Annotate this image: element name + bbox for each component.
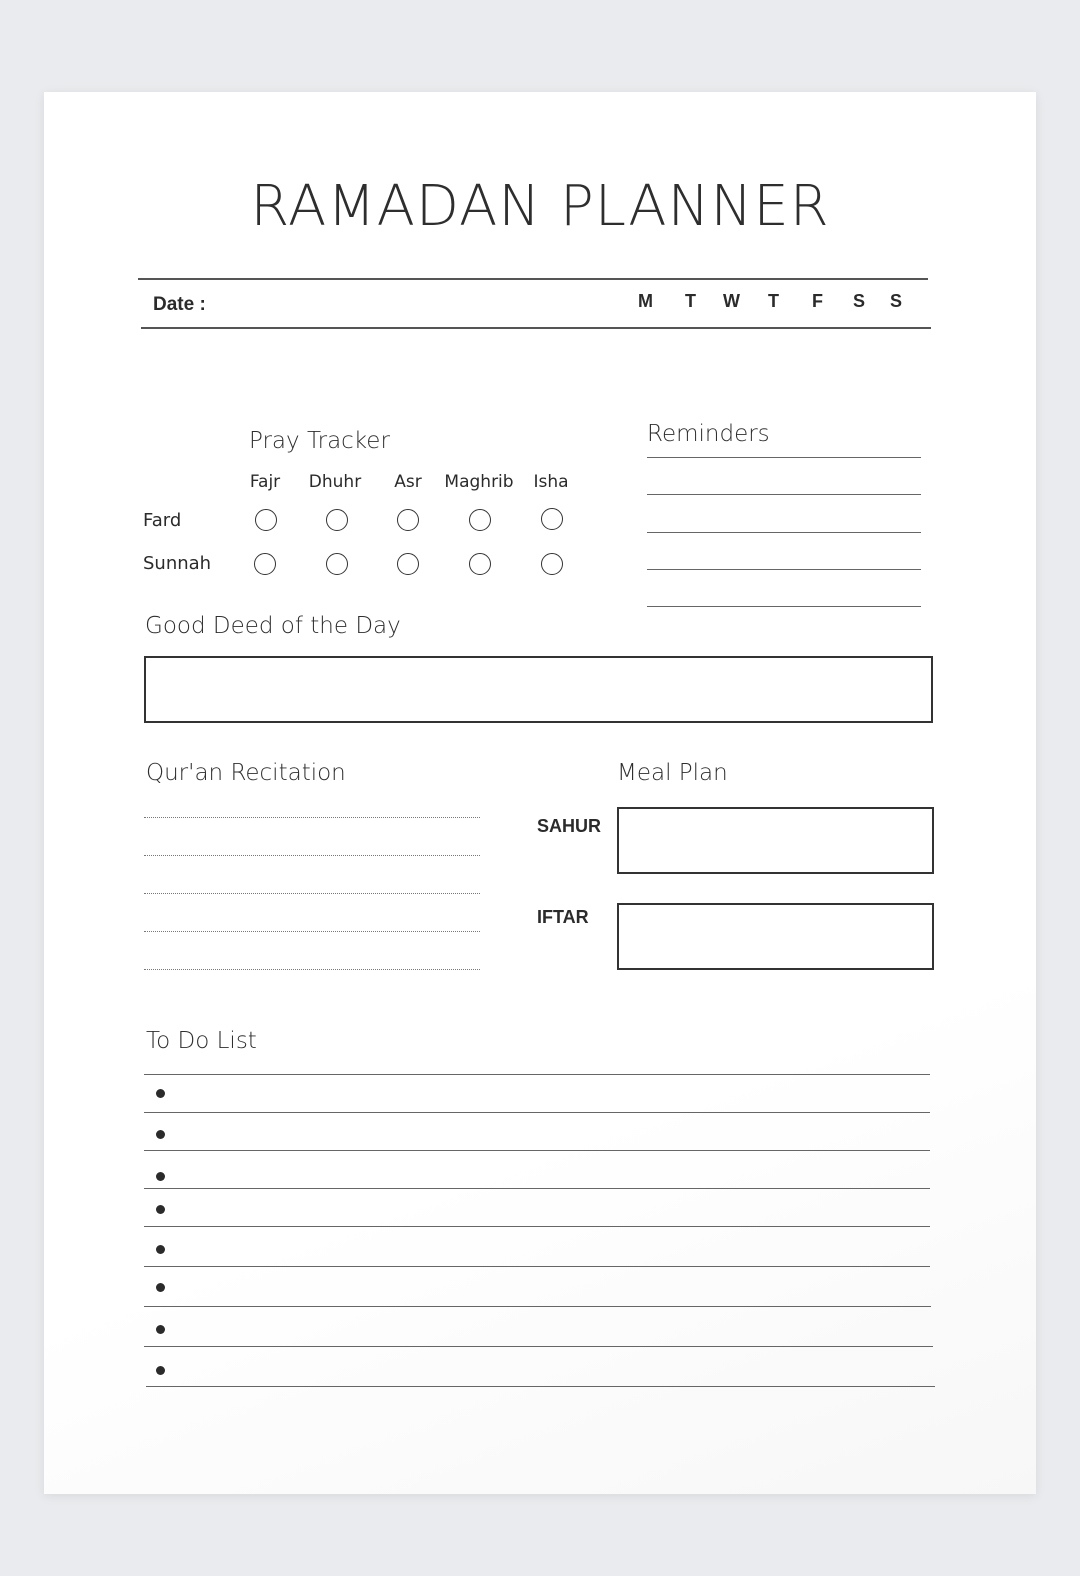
todo-line[interactable] bbox=[144, 1306, 931, 1307]
todo-line[interactable] bbox=[144, 1188, 930, 1189]
reminder-line[interactable] bbox=[647, 532, 921, 533]
fard-dhuhr-checkbox[interactable] bbox=[326, 509, 348, 531]
iftar-box[interactable] bbox=[617, 903, 934, 970]
date-bar-bottom-rule bbox=[141, 327, 931, 329]
sahur-label: SAHUR bbox=[537, 816, 602, 836]
date-label: Date : bbox=[153, 294, 206, 315]
todo-line[interactable] bbox=[144, 1346, 933, 1347]
prayer-maghrib-label: Maghrib bbox=[444, 472, 514, 492]
todo-line[interactable] bbox=[144, 1266, 930, 1267]
quran-line[interactable] bbox=[144, 893, 480, 894]
iftar-label: IFTAR bbox=[537, 907, 589, 927]
reminder-line[interactable] bbox=[647, 457, 921, 458]
fard-fajr-checkbox[interactable] bbox=[255, 509, 277, 531]
day-friday[interactable]: F bbox=[812, 291, 823, 311]
fard-isha-checkbox[interactable] bbox=[541, 508, 563, 530]
bullet-icon bbox=[156, 1245, 165, 1254]
bullet-icon bbox=[156, 1283, 165, 1292]
bullet-icon bbox=[156, 1366, 165, 1375]
day-wednesday[interactable]: W bbox=[723, 291, 740, 311]
prayer-fajr-label: Fajr bbox=[249, 472, 281, 492]
meal-plan-heading: Meal Plan bbox=[617, 760, 728, 786]
bullet-icon bbox=[156, 1172, 165, 1181]
good-deed-heading: Good Deed of the Day bbox=[145, 613, 401, 639]
todo-line[interactable] bbox=[144, 1226, 930, 1227]
fard-maghrib-checkbox[interactable] bbox=[469, 509, 491, 531]
day-tuesday[interactable]: T bbox=[685, 291, 696, 311]
quran-line[interactable] bbox=[144, 969, 480, 970]
reminder-line[interactable] bbox=[647, 494, 921, 495]
day-sunday[interactable]: S bbox=[890, 291, 903, 311]
reminder-line[interactable] bbox=[647, 569, 921, 570]
todo-line[interactable] bbox=[144, 1112, 930, 1113]
sunnah-maghrib-checkbox[interactable] bbox=[469, 553, 491, 575]
bullet-icon bbox=[156, 1325, 165, 1334]
row-label-fard: Fard bbox=[143, 510, 182, 531]
fard-asr-checkbox[interactable] bbox=[397, 509, 419, 531]
todo-top-rule bbox=[144, 1074, 930, 1075]
day-saturday[interactable]: S bbox=[853, 291, 866, 311]
good-deed-box[interactable] bbox=[144, 656, 933, 723]
todo-line[interactable] bbox=[146, 1386, 935, 1387]
prayer-asr-label: Asr bbox=[394, 472, 422, 492]
date-bar-top-rule bbox=[138, 278, 928, 280]
bullet-icon bbox=[156, 1130, 165, 1139]
quran-line[interactable] bbox=[144, 931, 480, 932]
bullet-icon bbox=[156, 1089, 165, 1098]
bullet-icon bbox=[156, 1205, 165, 1214]
prayer-isha-label: Isha bbox=[533, 472, 569, 492]
quran-line[interactable] bbox=[144, 817, 480, 818]
quran-line[interactable] bbox=[144, 855, 480, 856]
day-thursday[interactable]: T bbox=[768, 291, 779, 311]
todo-line[interactable] bbox=[144, 1150, 930, 1151]
reminders-heading: Reminders bbox=[647, 421, 770, 447]
sunnah-dhuhr-checkbox[interactable] bbox=[326, 553, 348, 575]
sunnah-asr-checkbox[interactable] bbox=[397, 553, 419, 575]
sahur-box[interactable] bbox=[617, 807, 934, 874]
sunnah-fajr-checkbox[interactable] bbox=[254, 553, 276, 575]
pray-tracker-heading: Pray Tracker bbox=[249, 428, 390, 454]
prayer-dhuhr-label: Dhuhr bbox=[308, 472, 362, 492]
sunnah-isha-checkbox[interactable] bbox=[541, 553, 563, 575]
planner-sheet bbox=[44, 92, 1036, 1494]
page-title: RAMADAN PLANNER bbox=[250, 174, 830, 239]
day-monday[interactable]: M bbox=[638, 291, 653, 311]
todo-heading: To Do List bbox=[146, 1028, 257, 1054]
reminder-line[interactable] bbox=[647, 606, 921, 607]
quran-recitation-heading: Qur'an Recitation bbox=[146, 760, 346, 786]
row-label-sunnah: Sunnah bbox=[143, 553, 212, 574]
